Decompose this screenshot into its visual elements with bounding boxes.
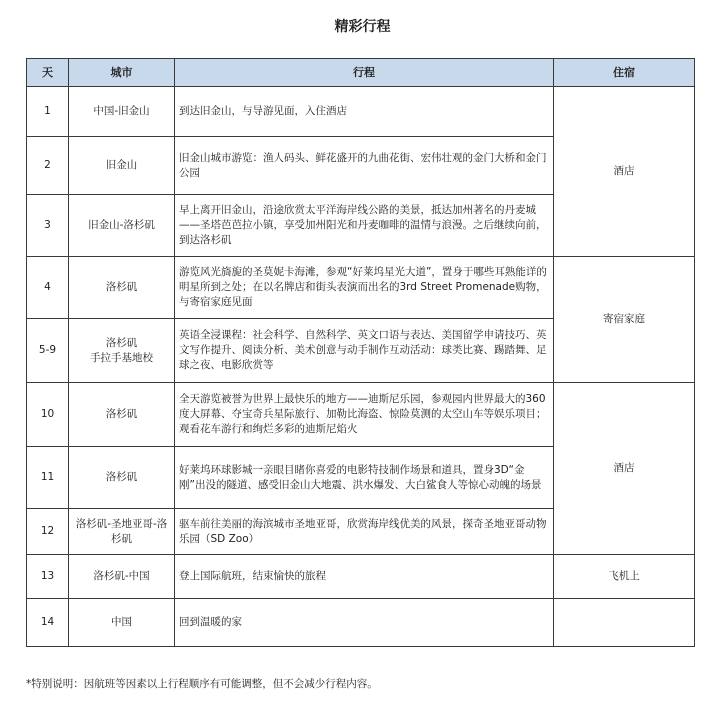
header-itinerary: 行程 [175, 59, 554, 87]
page-title: 精彩行程 [334, 19, 391, 35]
itinerary-cell: 到达旧金山，与导游见面，入住酒店 [175, 87, 554, 137]
itinerary-cell: 好莱坞环球影城一亲眼目睹你喜爱的电影特技制作场景和道具，置身3D“金刚”出没的隧道、感受旧金山大地震、洪水爆发、大白鲨食人等惊心动魄的场景 [175, 447, 554, 509]
itinerary-cell: 游览风光旖旎的圣莫妮卡海滩，参观“好莱坞星光大道”，置身于哪些耳熟能详的明星所到之处；在以名牌店和街头表演而出名的3rd Street Promenade购物，与寄宿家庭见面 [175, 257, 554, 319]
itinerary-cell: 早上离开旧金山，沿途欣赏太平洋海岸线公路的美景，抵达加州著名的丹麦城——圣塔芭芭拉小镇，享受加州阳光和丹麦咖啡的温情与浪漫。之后继续向前，到达洛杉矶 [175, 195, 554, 257]
itinerary-cell: 英语全浸课程：社会科学、自然科学、英文口语与表达、美国留学申请技巧、英文写作提升、阅读分析、美术创意与动手制作互动活动：球类比赛、踢踏舞、足球之夜、电影欣赏等 [175, 319, 554, 383]
lodging-cell: 寄宿家庭 [554, 257, 695, 383]
itinerary-cell: 全天游览被誉为世界上最快乐的地方——迪斯尼乐园，参观园内世界最大的360度大屏幕、夺宝奇兵星际旅行、加勒比海盗、惊险莫测的太空山车等娱乐项目；观看花车游行和绚烂多彩的迪斯尼焰火 [175, 383, 554, 447]
city-cell: 中国-旧金山 [69, 87, 175, 137]
city-cell: 洛杉矶-中国 [69, 555, 175, 599]
city-cell: 洛杉矶-圣地亚哥-洛杉矶 [69, 509, 175, 555]
table-row [27, 257, 695, 319]
day-cell: 2 [27, 137, 69, 195]
day-cell: 12 [27, 509, 69, 555]
day-cell: 5-9 [27, 319, 69, 383]
city-cell: 洛杉矶 [69, 257, 175, 319]
header-city: 城市 [69, 59, 175, 87]
lodging-cell: 酒店 [554, 383, 695, 555]
itinerary-cell: 回到温暖的家 [175, 599, 554, 647]
day-cell: 10 [27, 383, 69, 447]
lodging-cell [554, 599, 695, 647]
table-header-row [27, 59, 695, 87]
city-cell: 旧金山-洛杉矶 [69, 195, 175, 257]
lodging-cell: 飞机上 [554, 555, 695, 599]
table-row [27, 87, 695, 137]
header-lodging: 住宿 [554, 59, 695, 87]
itinerary-cell: 登上国际航班，结束愉快的旅程 [175, 555, 554, 599]
day-cell: 1 [27, 87, 69, 137]
special-note: *特别说明：因航班等因素以上行程顺序有可能调整，但不会减少行程内容。 [26, 678, 378, 690]
itinerary-table [26, 58, 695, 647]
day-cell: 13 [27, 555, 69, 599]
city-cell: 旧金山 [69, 137, 175, 195]
lodging-cell: 酒店 [554, 87, 695, 257]
city-cell: 洛杉矶 手拉手基地校 [69, 319, 175, 383]
table-row [27, 383, 695, 447]
day-cell: 3 [27, 195, 69, 257]
table-row [27, 555, 695, 599]
city-cell: 洛杉矶 [69, 447, 175, 509]
table-row [27, 599, 695, 647]
day-cell: 4 [27, 257, 69, 319]
itinerary-cell: 旧金山城市游览：渔人码头、鲜花盛开的九曲花街、宏伟壮观的金门大桥和金门公园 [175, 137, 554, 195]
day-cell: 14 [27, 599, 69, 647]
city-cell: 洛杉矶 [69, 383, 175, 447]
city-cell: 中国 [69, 599, 175, 647]
itinerary-cell: 驱车前往美丽的海滨城市圣地亚哥，欣赏海岸线优美的风景，探奇圣地亚哥动物乐园（SD Zoo） [175, 509, 554, 555]
header-day: 天 [27, 59, 69, 87]
day-cell: 11 [27, 447, 69, 509]
